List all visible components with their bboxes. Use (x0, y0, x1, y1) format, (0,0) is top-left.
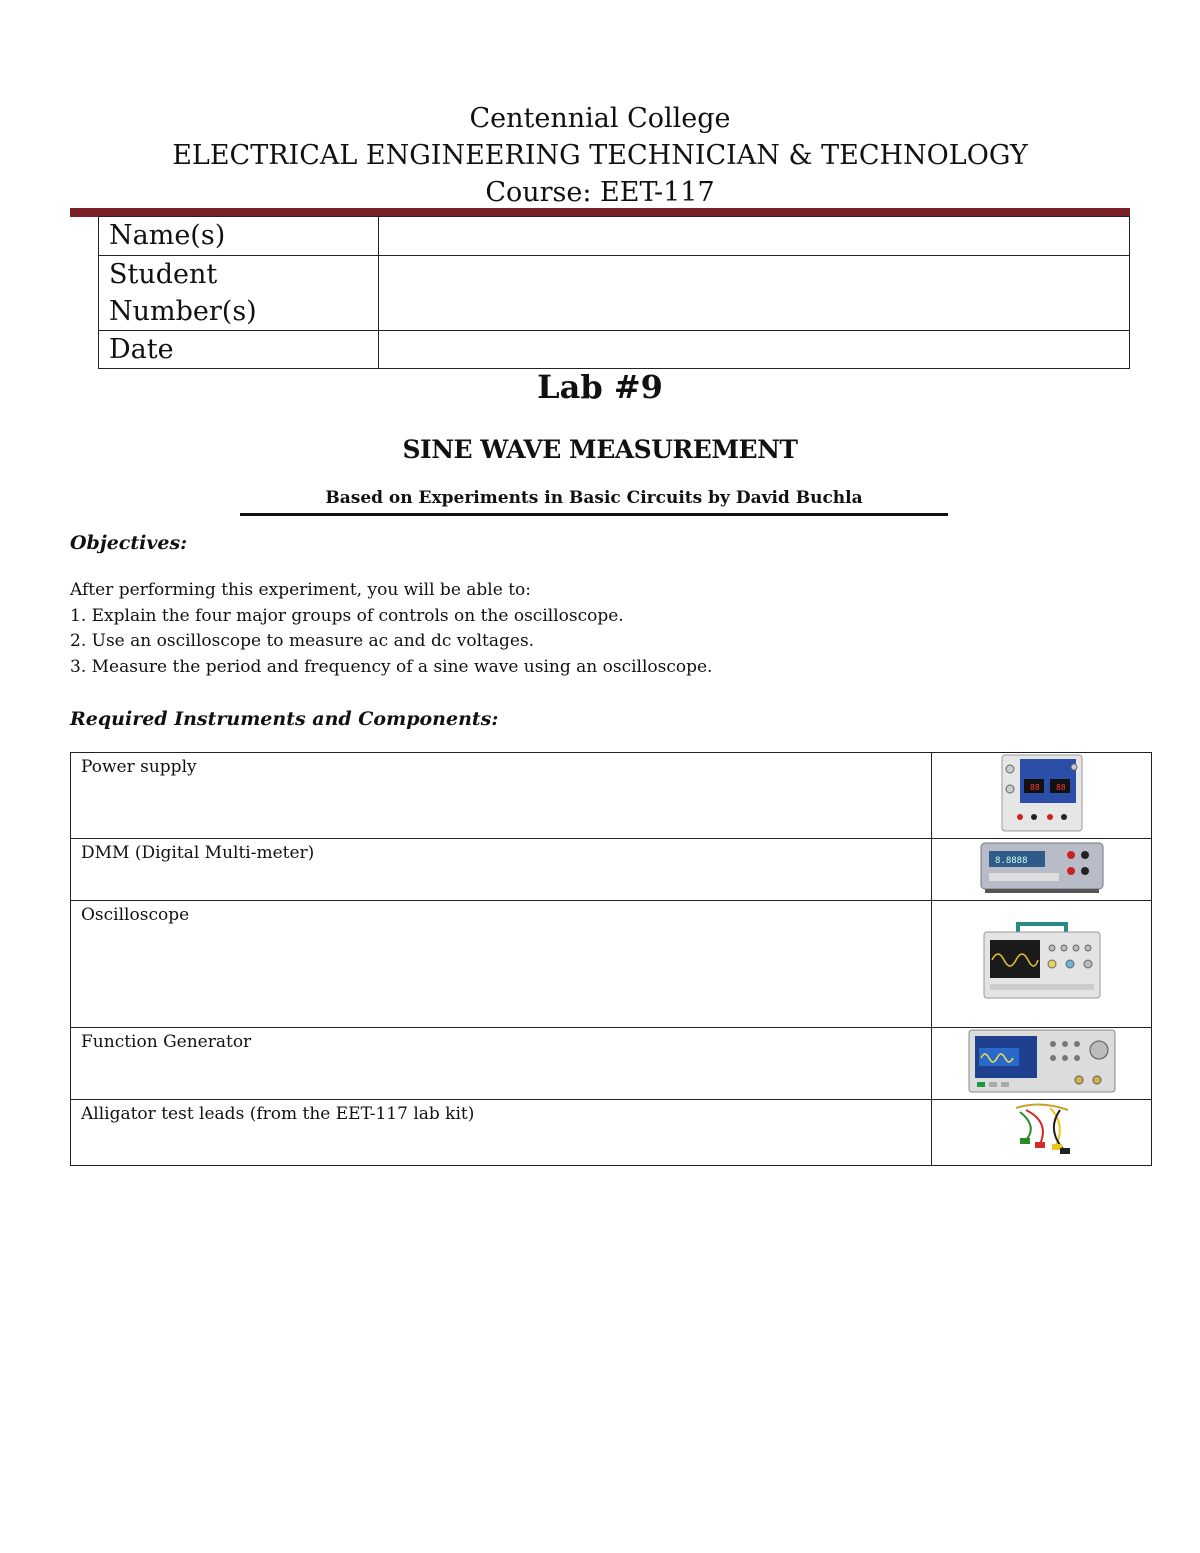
equipment-name: Power supply (71, 753, 932, 839)
svg-text:88: 88 (1055, 783, 1066, 792)
info-row-student-number (99, 256, 1130, 331)
document-header (0, 100, 1200, 211)
svg-text:88: 88 (1029, 783, 1040, 792)
equipment-row (71, 753, 1152, 839)
equipment-row (71, 901, 1152, 1028)
oscilloscope-icon (980, 920, 1104, 1009)
objectives-list (70, 578, 712, 680)
lab-number: Lab #9 (537, 368, 663, 406)
date-field[interactable] (379, 331, 1130, 369)
college-name: Centennial College (469, 103, 731, 134)
student-info-table (98, 216, 1130, 369)
power-supply-icon (1000, 753, 1084, 838)
multimeter-icon (979, 839, 1105, 900)
svg-text:8.8888: 8.8888 (994, 856, 1028, 866)
equipment-row (71, 839, 1152, 901)
equipment-name: Function Generator (71, 1028, 932, 1100)
info-label: Student Number(s) (99, 256, 379, 331)
equipment-row (71, 1028, 1152, 1100)
equipment-row (71, 1100, 1152, 1166)
objective-item: 3. Measure the period and frequency of a sine wave using an oscilloscope. (70, 656, 713, 677)
objectives-heading: Objectives: (70, 532, 188, 554)
function-generator-icon (967, 1028, 1117, 1099)
equipment-table (70, 752, 1152, 1166)
equipment-heading: Required Instruments and Components: (70, 708, 499, 730)
objective-item: 2. Use an oscilloscope to measure ac and dc voltages. (70, 631, 535, 651)
equipment-name: Oscilloscope (71, 901, 932, 1028)
student-number-field[interactable] (379, 256, 1130, 331)
objective-item: 1. Explain the four major groups of controls on the oscilloscope. (70, 605, 624, 626)
program-name: ELECTRICAL ENGINEERING TECHNICIAN & TECHNOLOGY (172, 140, 1028, 171)
lab-title: SINE WAVE MEASUREMENT (402, 435, 798, 464)
equipment-name: DMM (Digital Multi-meter) (71, 839, 932, 901)
objectives-intro: After performing this experiment, you will be able to: (70, 580, 531, 600)
info-label: Name(s) (99, 217, 379, 256)
course-code: Course: EET-117 (485, 177, 715, 208)
info-row-date (99, 331, 1130, 369)
credit-underline (240, 513, 948, 516)
based-on-credit: Based on Experiments in Basic Circuits by David Buchla (325, 488, 863, 508)
info-row-name (99, 217, 1130, 256)
info-label: Date (99, 331, 379, 369)
equipment-name: Alligator test leads (from the EET-117 lab kit) (71, 1100, 932, 1166)
alligator-leads-icon (1010, 1100, 1074, 1165)
name-field[interactable] (379, 217, 1130, 256)
